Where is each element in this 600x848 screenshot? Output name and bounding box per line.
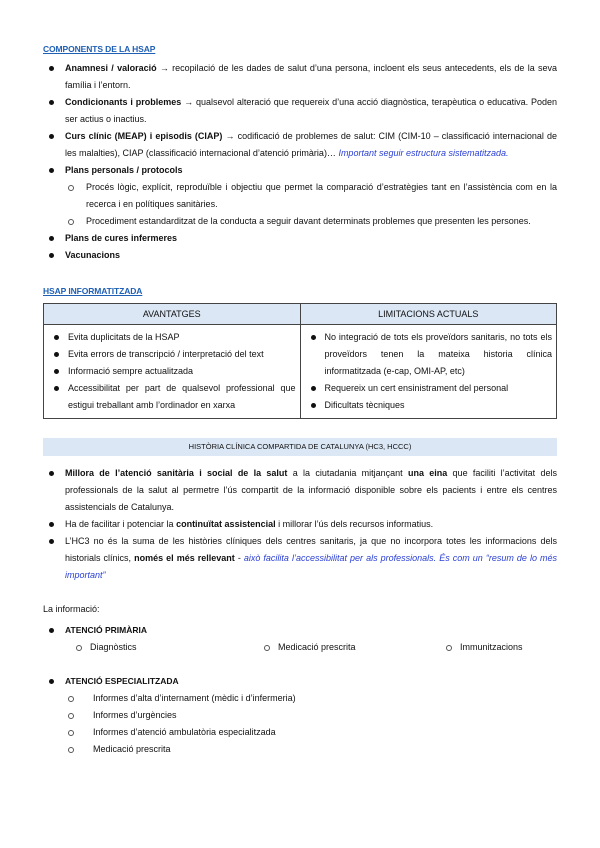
item-term: ATENCIÓ PRIMÀRIA — [65, 625, 148, 635]
sub-list — [43, 690, 557, 758]
sub-list-item: Procés lògic, explícit, reproduïble i objectiu que permet la comparació d’estratègies tant en l’assistència com en la recerca i en polítiques sanitàries. — [43, 179, 557, 213]
section-title-components: COMPONENTS DE LA HSAP — [43, 44, 156, 54]
item-text: Ha de facilitar i potenciar la — [65, 519, 177, 529]
hc3-list — [43, 465, 557, 584]
column-header-avantatges: AVANTATGES — [44, 304, 301, 325]
item-note: això facilita l’accessibilitat per als professionals. És com un “resum de lo més important” — [65, 553, 557, 580]
list-item — [43, 230, 557, 247]
item-text: a la ciutadania mitjançant — [287, 468, 408, 478]
item-text: - — [234, 553, 244, 563]
list-item — [43, 60, 557, 94]
table-list-item: Informació sempre actualitzada — [48, 363, 296, 380]
item-text: → qualsevol alteració que requereix d’una acció diagnòstica, terapèutica o educativa. Poden ser actius o inactius. — [65, 97, 557, 124]
comparison-table — [43, 303, 557, 419]
informacio-list — [43, 622, 557, 639]
sub-list-item: Informes d’atenció ambulatòria especialitzada — [43, 724, 557, 741]
sub-list-item: Medicació prescrita — [278, 639, 356, 656]
item-term: Millora de l’atenció sanitària i social de la salut — [65, 468, 288, 478]
sub-list-item: Procediment estandarditzat de la conducta a seguir davant determinats problemes que presenten les persones. — [43, 213, 557, 230]
item-term: només el més rellevant — [134, 553, 235, 563]
sub-list-item: Diagnòstics — [90, 639, 137, 656]
components-list — [43, 60, 557, 264]
informacio-list-2 — [43, 673, 557, 758]
item-text: i millorar l’ús dels recursos informatius. — [275, 519, 434, 529]
list-item — [43, 247, 557, 264]
table-list-item: No integració de tots els proveïdors sanitaris, no tots els proveïdors tenen la mateixa historia clínica informatitzada (e-cap, OMI-AP, etc) — [305, 329, 553, 380]
item-term: Anamnesi / valoració — [65, 63, 157, 73]
sub-list-item: Medicació prescrita — [43, 741, 557, 758]
avantatges-cell — [44, 325, 301, 419]
item-text: que faciliti l’activitat dels professionals de la salut al permetre l’ús compartit de la informació disponible sobre els pacients i entre els centres assistencials de Catalunya. — [65, 468, 557, 512]
list-item — [43, 622, 557, 639]
document-page — [43, 41, 557, 758]
sub-list-item: Immunitzacions — [460, 639, 523, 656]
list-item — [43, 516, 557, 533]
item-term: Vacunacions — [65, 250, 121, 260]
list-item — [43, 673, 557, 758]
item-term: continuïtat assistencial — [176, 519, 276, 529]
sub-list-item: Informes d’alta d’internament (mèdic i d’infermeria) — [43, 690, 557, 707]
informacio-label: La informació: — [43, 604, 100, 614]
item-term: Condicionants i problemes — [65, 97, 182, 107]
section-title-informatitzada: HSAP INFORMATITZADA — [43, 286, 143, 296]
list-item — [43, 465, 557, 516]
item-text: → codificació de problemes de salut: CIM (CIM-10 – classificació internacional de les malalties), CIAP (classificació internacional d’atenció primària)… — [65, 131, 557, 158]
item-text: L’HC3 no és la suma de les històries clíniques dels centres sanitaris, ja que no incorpora totes les informacions dels historials clínics, — [65, 536, 557, 563]
limitacions-cell — [300, 325, 557, 419]
list-item — [43, 162, 557, 230]
item-term: Plans personals / protocols — [65, 165, 183, 175]
list-item — [43, 533, 557, 584]
sub-list — [43, 179, 557, 230]
item-term: ATENCIÓ ESPECIALITZADA — [65, 676, 179, 686]
sub-list-item: Informes d’urgències — [43, 707, 557, 724]
item-term: Curs clínic (MEAP) i episodis (CIAP) — [65, 131, 223, 141]
column-header-limitacions: LIMITACIONS ACTUALS — [300, 304, 557, 325]
table-list-item: Requereix un cert ensinistrament del personal — [305, 380, 553, 397]
table-list-item: Evita errors de transcripció / interpretació del text — [48, 346, 296, 363]
table-list-item: Dificultats tècniques — [305, 397, 553, 414]
item-term: Plans de cures infermeres — [65, 233, 178, 243]
item-term: una eina — [407, 468, 448, 478]
primaria-items-row — [43, 639, 557, 656]
list-item — [43, 128, 557, 162]
item-text: → recopilació de les dades de salut d’una persona, incloent els seus antecedents, els de la seva família i l’entorn. — [65, 63, 557, 90]
table-list-item: Accessibilitat per part de qualsevol professional que estigui treballant amb l’ordinador en xarxa — [48, 380, 296, 414]
hc3-banner: HISTÒRIA CLÍNICA COMPARTIDA DE CATALUNYA (HC3, HCCC) — [43, 438, 557, 456]
list-item — [43, 94, 557, 128]
item-note: Important seguir estructura sistematitzada. — [338, 148, 509, 158]
table-list-item: Evita duplicitats de la HSAP — [48, 329, 296, 346]
